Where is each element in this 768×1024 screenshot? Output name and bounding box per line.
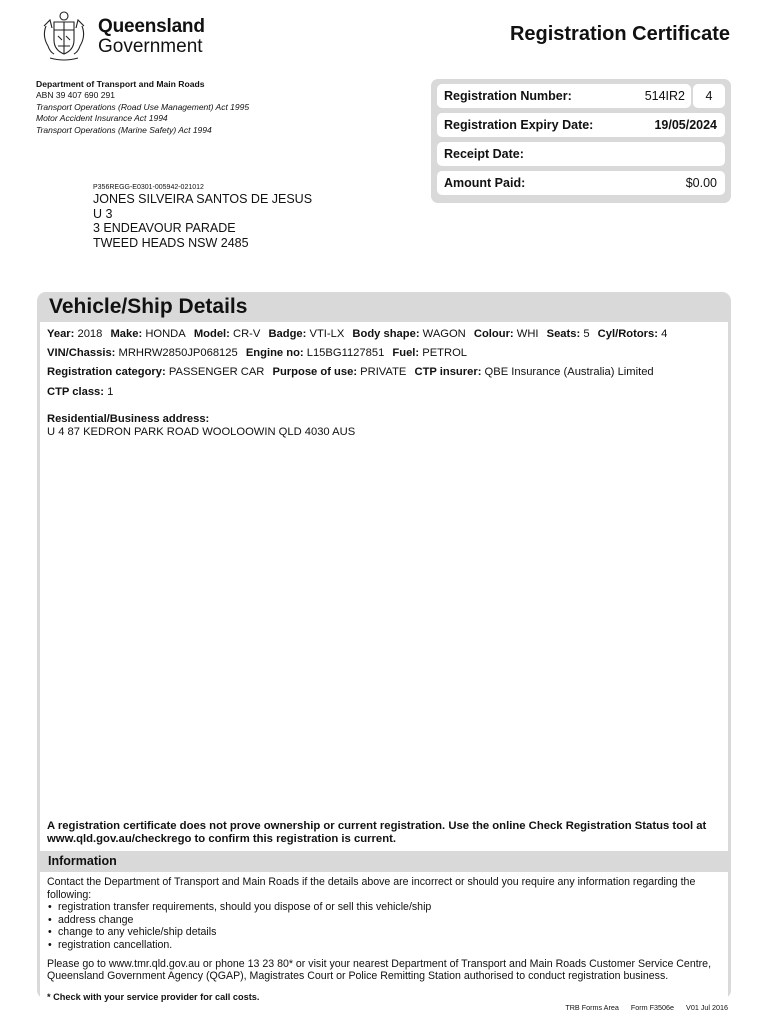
badge-label: Badge: <box>268 328 307 340</box>
receipt-date-row <box>437 142 725 166</box>
mailing-address <box>93 183 312 250</box>
address-line: JONES SILVEIRA SANTOS DE JESUS <box>93 192 313 206</box>
information-list <box>47 901 721 951</box>
call-cost-footnote: * Check with your service provider for call costs. <box>47 991 260 1002</box>
vehicle-line-3 <box>47 366 721 385</box>
make-value: HONDA <box>145 328 186 340</box>
act-line: Motor Accident Insurance Act 1994 <box>36 113 168 124</box>
information-list-item: • registration cancellation. <box>47 939 721 952</box>
expiry-date-value: 19/05/2024 <box>654 118 717 132</box>
seats-value: 5 <box>583 328 590 340</box>
body-shape-value: WAGON <box>422 328 466 340</box>
expiry-date-row <box>437 113 725 137</box>
information-list-item: • registration transfer requirements, should you dispose of or sell this vehicle/ship <box>47 901 721 914</box>
ctp-insurer-value: QBE Insurance (Australia) Limited <box>484 366 654 379</box>
cyl-value: 4 <box>661 328 668 340</box>
residential-address-label: Residential/Business address: <box>47 412 210 425</box>
receipt-date-label: Receipt Date: <box>444 147 524 161</box>
vehicle-line-1 <box>47 328 721 347</box>
contact-instructions: Please go to www.tmr.qld.gov.au or phone 13 23 80* or visit your nearest Department of Transport and Main Roads Customer Service Centre, Queensland Government Agency (QGAP), Magistrates Court or Police Remitting Station authorised to conduct registration business. <box>47 957 712 983</box>
department-name: Department of Transport and Main Roads <box>36 79 205 89</box>
year-value: 2018 <box>77 328 103 340</box>
section-title: Vehicle/Ship Details <box>49 295 248 318</box>
registration-number-value: 514IR2 <box>644 89 685 103</box>
residential-address-value: U 4 87 KEDRON PARK ROAD WOOLOOWIN QLD 4030 AUS <box>47 425 356 438</box>
qld-government-logo <box>36 8 216 64</box>
year-label: Year: <box>47 328 75 340</box>
colour-value: WHI <box>516 328 539 340</box>
address-line: TWEED HEADS NSW 2485 <box>93 235 249 250</box>
fuel-label: Fuel: <box>392 347 420 360</box>
category-value: PASSENGER CAR <box>168 366 265 379</box>
category-label: Registration category: <box>47 366 166 379</box>
cyl-label: Cyl/Rotors: <box>597 328 658 340</box>
colour-label: Colour: <box>473 328 514 340</box>
act-line: Transport Operations (Marine Safety) Act 1994 <box>36 124 212 135</box>
form-version: V01 Jul 2016 <box>686 1003 728 1012</box>
amount-paid-label: Amount Paid: <box>444 176 526 190</box>
model-value: CR-V <box>232 328 261 340</box>
vehicle-line-4 <box>47 386 721 405</box>
logo-government: Government <box>98 35 203 57</box>
ctp-insurer-label: CTP insurer: <box>414 366 482 379</box>
engine-label: Engine no: <box>245 347 304 360</box>
vehicle-details-body <box>40 322 728 818</box>
logo-queensland: Queensland <box>98 15 205 37</box>
make-label: Make: <box>110 328 143 340</box>
residential-address <box>47 413 721 439</box>
document-title: Registration Certificate <box>509 23 730 45</box>
information-list-item: • address change <box>47 914 721 927</box>
ctp-class-label: CTP class: <box>47 385 105 398</box>
vin-value: MRHRW2850JP068125 <box>118 347 238 360</box>
registration-number-row <box>437 84 725 108</box>
amount-paid-value: $0.00 <box>685 176 717 190</box>
department-abn: ABN 39 407 690 291 <box>36 90 115 101</box>
address-line: U 3 <box>93 206 113 221</box>
act-line: Transport Operations (Road Use Management) Act 1995 <box>36 101 250 112</box>
coat-of-arms-icon <box>36 8 92 64</box>
ownership-notice: A registration certificate does not prove ownership or current registration. Use the online Check Registration Status tool at www.qld.gov.au/checkrego to confirm this registration is current. <box>40 818 728 851</box>
information-list-item: • change to any vehicle/ship details <box>47 926 721 939</box>
information-heading: Information <box>48 854 117 868</box>
model-label: Model: <box>193 328 230 340</box>
mail-reference-code: P356REGG-E0301-005942-021012 <box>93 184 204 191</box>
registration-number-suffix: 4 <box>693 84 725 108</box>
badge-value: VTI-LX <box>309 328 345 340</box>
form-number: Form F3506e <box>630 1003 675 1012</box>
body-shape-label: Body shape: <box>352 328 420 340</box>
forms-area: TRB Forms Area <box>565 1003 619 1012</box>
ctp-class-value: 1 <box>107 385 114 398</box>
registration-number-label: Registration Number: <box>444 89 572 103</box>
vin-label: VIN/Chassis: <box>47 347 116 360</box>
purpose-label: Purpose of use: <box>272 366 358 379</box>
fuel-value: PETROL <box>422 347 468 360</box>
seats-label: Seats: <box>546 328 581 340</box>
address-line: 3 ENDEAVOUR PARADE <box>93 221 236 235</box>
registration-summary-panel <box>431 79 731 203</box>
vehicle-line-2 <box>47 347 721 366</box>
vehicle-details-section <box>37 292 731 1002</box>
form-footer <box>555 1003 728 1012</box>
information-intro: Contact the Department of Transport and Main Roads if the details above are incorrect or should you require any information regarding the following: <box>47 876 696 901</box>
department-info <box>36 79 249 136</box>
expiry-date-label: Registration Expiry Date: <box>444 118 594 132</box>
amount-paid-row <box>437 171 725 195</box>
information-body <box>40 872 728 1024</box>
purpose-value: PRIVATE <box>360 366 407 379</box>
engine-value: L15BG1127851 <box>306 347 385 360</box>
